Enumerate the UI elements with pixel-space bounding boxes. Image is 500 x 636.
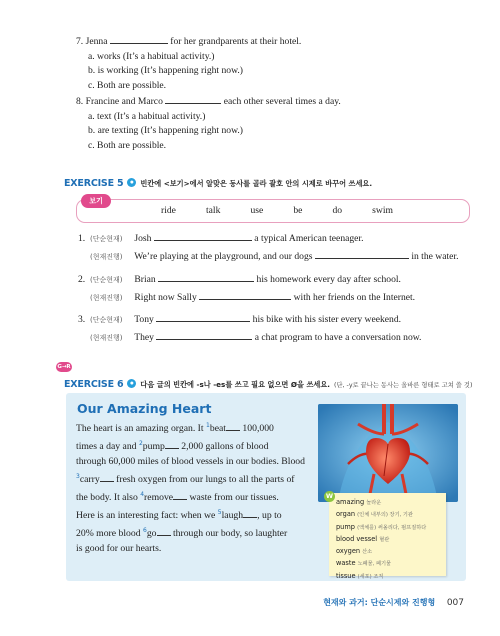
vocab-item: pump (액체를) 써올리다, 펌프질하다 (336, 522, 427, 531)
text-line: 20% more blood $^6$go through our body, so laughter (76, 526, 288, 540)
exercise-title: EXERCISE 6 (64, 379, 124, 390)
vocab-item: oxygen 산소 (336, 547, 373, 556)
question-8 (76, 95, 406, 153)
exercise-5-header (64, 173, 372, 191)
sentence-line (78, 233, 470, 251)
answer-blank[interactable] (158, 281, 254, 282)
tense-label: (현재진행) (90, 294, 123, 302)
tense-label: (단순현재) (90, 235, 123, 243)
sentence-text: his bike with his sister every weekend. (252, 314, 402, 325)
sentence-text: Right now Sally (134, 292, 197, 303)
answer-blank[interactable] (156, 339, 252, 340)
question-7 (76, 35, 406, 93)
question-7-stem (76, 35, 406, 50)
chapter-title: 현재와 과거: 단순시제와 진행형 (323, 598, 436, 607)
item-number: 2. (78, 274, 86, 285)
answer-blank[interactable] (315, 258, 409, 259)
question-number: 8. (76, 96, 84, 107)
option-b[interactable]: b. is working (It’s happening right now.) (88, 65, 243, 77)
word-item: be (293, 205, 303, 216)
item-number: 1. (78, 233, 86, 244)
answer-blank[interactable] (110, 43, 168, 44)
word-item: do (332, 205, 343, 216)
vocab-item: tissue (세포) 조직 (336, 571, 384, 580)
text-line: The heart is an amazing organ. It $^1$beat 100,000 (76, 422, 274, 435)
exercise-5-item-3 (78, 314, 470, 350)
sentence-line (78, 332, 470, 350)
verb: pump (142, 441, 165, 453)
vocab-item: blood vessel 혈관 (336, 534, 390, 543)
exercise-note: (단, -y로 끝나는 동사는 올바른 형태로 고쳐 쓸 것) (334, 382, 473, 389)
answer-blank[interactable] (156, 321, 250, 322)
sentence-line (78, 292, 470, 310)
sentence-text: Tony (134, 314, 154, 325)
tense-label: (단순현재) (90, 276, 123, 284)
answer-blank[interactable] (199, 299, 291, 300)
blank-number: 2 (138, 440, 143, 448)
option-b[interactable]: b. are texting (It’s happening right now.) (88, 125, 243, 137)
text-line: the body. It also $^4$remove waste from our tissues. (76, 490, 279, 504)
reading-title: Our Amazing Heart (77, 401, 212, 416)
question-8-stem (76, 95, 406, 110)
verb: laugh (221, 510, 244, 522)
text-line: $^3$carry fresh oxygen from our lungs to all the parts of (76, 472, 295, 486)
question-text: Jenna (85, 36, 108, 47)
sentence-text: We’re playing at the playground, and our dogs (134, 251, 313, 262)
option-a[interactable]: a. text (It’s a habitual activity.) (88, 110, 206, 122)
reading-box (66, 393, 466, 581)
word-box-tag: 보기 (81, 194, 111, 208)
word-item: talk (206, 205, 221, 216)
vocab-item: waste 노폐물, 폐기물 (336, 559, 391, 568)
heart-illustration (318, 404, 458, 502)
sentence-text: They (134, 332, 154, 343)
anatomical-heart-icon (318, 404, 458, 502)
tense-label: (단순현재) (90, 316, 123, 324)
sentence-text: with her friends on the Internet. (293, 292, 416, 303)
option-c[interactable]: c. Both are possible. (88, 79, 167, 91)
answer-blank[interactable] (154, 240, 252, 241)
answer-blank[interactable] (157, 535, 171, 536)
answer-blank[interactable] (100, 481, 114, 482)
text-line: through 60,000 miles of blood vessels in our bodies. Blood (76, 456, 305, 468)
word-item: ride (161, 205, 176, 216)
text-line: Here is an interesting fact: when we $^5$laugh , up to (76, 508, 282, 522)
blank-number: 1 (206, 422, 210, 429)
blank-number: 3 (76, 472, 80, 480)
sentence-text: Brian (134, 274, 156, 285)
reading-text (76, 419, 321, 557)
answer-blank[interactable] (226, 430, 240, 431)
answer-blank[interactable] (165, 103, 221, 104)
sentence-line (78, 274, 470, 292)
verb: go (146, 528, 157, 540)
exercise-instruction: 다음 글의 빈칸에 -s나 -es를 쓰고 필요 없으면 Ø을 쓰세요. (140, 380, 330, 389)
question-text: each other several times a day. (223, 96, 341, 107)
text-line: times a day and $^2$pump 2,000 gallons of blood (76, 440, 269, 453)
answer-blank[interactable] (243, 517, 257, 518)
word-list (161, 205, 393, 216)
vocabulary-note (325, 492, 446, 580)
vocab-item: amazing 놀라운 (336, 498, 382, 506)
sentence-text: Josh (134, 233, 152, 244)
bullet-icon: ● (127, 178, 136, 187)
text-line: is good for our hearts. (76, 542, 162, 554)
page-footer (323, 597, 464, 608)
item-number: 3. (78, 314, 86, 325)
question-text: Francine and Marco (85, 96, 163, 107)
blank-number: 4 (140, 490, 145, 498)
tense-label: (현재진행) (90, 334, 123, 342)
exercise-6-header (64, 374, 472, 392)
bullet-icon: ● (127, 379, 136, 388)
sentence-line (78, 251, 470, 269)
word-box (76, 199, 470, 223)
sentence-text: in the water. (411, 251, 459, 262)
word-item: swim (372, 205, 393, 216)
question-text: for her grandparents at their hotel. (170, 36, 302, 47)
blank-number: 6 (143, 526, 147, 534)
word-item: use (250, 205, 264, 216)
tense-label: (현재진행) (90, 253, 123, 261)
verb: carry (79, 474, 100, 486)
exercise-title: EXERCISE 5 (64, 178, 124, 189)
sentence-text: a typical American teenager. (254, 233, 364, 244)
g-to-r-badge: G→R (57, 364, 71, 370)
exercise-5-item-1 (78, 233, 470, 269)
question-number: 7. (76, 36, 84, 47)
sentence-text: his homework every day after school. (256, 274, 401, 285)
verb: beat (209, 423, 226, 435)
sentence-text: a chat program to have a conversation now. (254, 332, 422, 343)
option-c[interactable]: c. Both are possible. (88, 139, 167, 151)
page-number: 007 (446, 598, 464, 608)
vocab-item: organ (인체 내부의) 장기, 기관 (336, 510, 413, 519)
sentence-line (78, 314, 470, 332)
exercise-5-item-2 (78, 274, 470, 310)
blank-number: 5 (217, 508, 222, 516)
exercise-instruction: 빈칸에 <보기>에서 알맞은 동사를 골라 괄호 안의 시제로 바꾸어 쓰세요. (140, 179, 373, 188)
vocab-badge: W (325, 492, 334, 500)
verb: remove (144, 492, 174, 504)
option-a[interactable]: a. works (It’s a habitual activity.) (88, 50, 215, 62)
answer-blank[interactable] (165, 448, 179, 449)
answer-blank[interactable] (173, 499, 187, 500)
